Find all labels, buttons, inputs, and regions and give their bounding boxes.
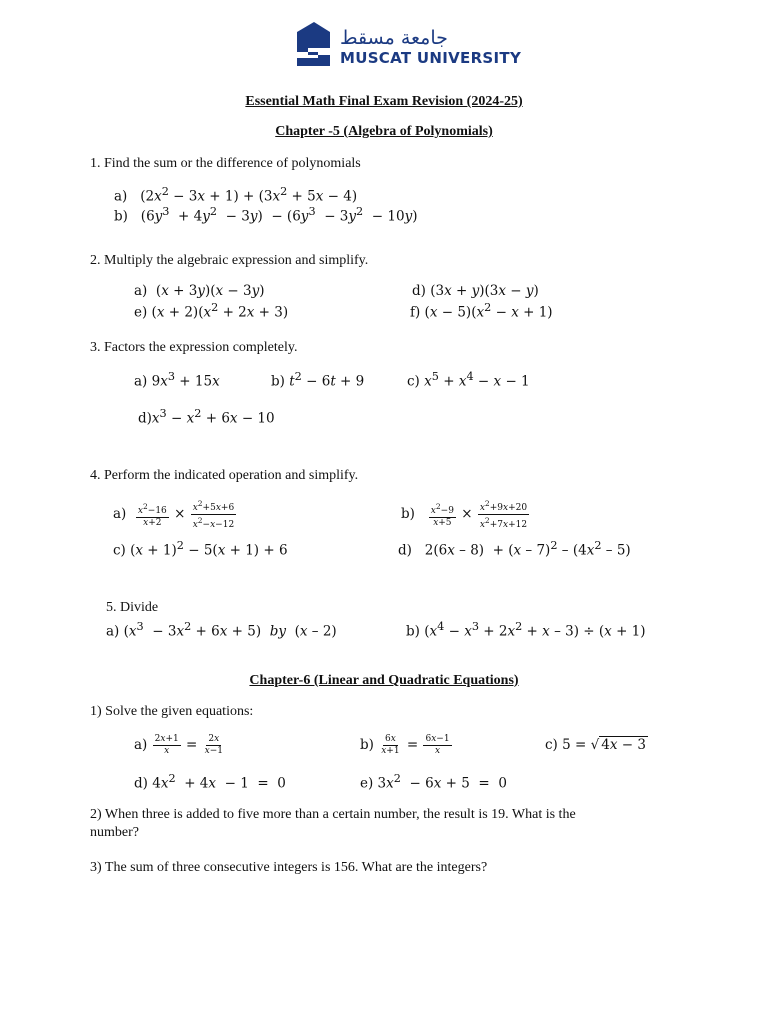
q3-b: b) $t^2 - 6t + 9$ — [271, 370, 365, 390]
ch6-q1-d: d) $4x^2 + 4x - 1 = 0$ — [134, 772, 286, 792]
document-title: Essential Math Final Exam Revision (2024-25) — [245, 94, 523, 109]
q3-a: a) $9x^3 + 15x$ — [134, 370, 220, 390]
q2-prompt: 2. Multiply the algebraic expression and simplify. — [90, 253, 369, 268]
q4-prompt: 4. Perform the indicated operation and simplify. — [90, 468, 359, 483]
q2-d: d) (3x + y)(3x − y) — [412, 283, 539, 299]
q2-a: a) (x + 3y)(x − 3y) — [134, 283, 265, 299]
q3-d: $d)x^3 - x^2 + 6x - 10$ — [138, 407, 275, 427]
q1-b: b) $(6y^3 + 4y^2 - 3y) - (6y^3 - 3y^2 - 10y)$ — [114, 205, 418, 225]
chapter5-heading: Chapter -5 (Algebra of Polynomials) — [275, 124, 493, 139]
logo-arabic-text: جامعة مسقط — [340, 27, 448, 49]
q5-b: b) $(x^4 - x^3 + 2x^2 + x - 3) \div (x + 1)$ — [406, 620, 646, 640]
ch6-q2-line1: 2) When three is added to five more than a certain number, the result is 19. What is the — [90, 807, 576, 822]
q1-prompt: 1. Find the sum or the difference of polynomials — [90, 156, 361, 171]
chapter6-heading: Chapter-6 (Linear and Quadratic Equations) — [249, 673, 519, 688]
q1-a: a) $(2x^2 - 3x + 1) + (3x^2 + 5x - 4)$ — [114, 185, 358, 205]
q2-f: f) $(x - 5)(x^2 - x + 1)$ — [410, 301, 553, 321]
q3-c: c) $x^5 + x^4 - x - 1$ — [407, 370, 530, 390]
q3-prompt: 3. Factors the expression completely. — [90, 340, 298, 355]
q4-b: b) $\frac{x^2-9}{x+5}$ × $\frac{x^2+9x+20}{x^2+7x+12}$ — [401, 499, 528, 530]
q5-a: a) $(x^3 - 3x^2 + 6x + 5)$ by (x – 2) — [106, 620, 337, 640]
ch6-q1-prompt: 1) Solve the given equations: — [90, 704, 254, 719]
ch6-q3: 3) The sum of three consecutive integers is 156. What are the integers? — [90, 860, 488, 875]
ch6-q1-a: a) $\frac{2x+1}{x}$ = $\frac{2x}{x-1}$ — [134, 734, 223, 756]
logo-english-text: MUSCAT UNIVERSITY — [340, 49, 522, 67]
ch6-q1-b: b) $\frac{6x}{x+1}$ = $\frac{6x-1}{x}$ — [360, 734, 450, 756]
q4-a: a) $\frac{x^2-16}{x+2}$ × $\frac{x^2+5x+6}{x^2-x-12}$ — [113, 499, 235, 530]
university-logo-icon — [296, 22, 334, 66]
q2-e: e) $(x + 2)(x^2 + 2x + 3)$ — [134, 301, 289, 321]
q5-prompt: 5. Divide — [106, 600, 159, 615]
ch6-q1-e: e) $3x^2 - 6x + 5 = 0$ — [360, 772, 507, 792]
q4-c: c) $(x + 1)^2 - 5(x + 1) + 6$ — [113, 539, 288, 559]
ch6-q1-c: c) 5 = √ 4x − 3 — [545, 737, 646, 753]
ch6-q2-line2: number? — [90, 825, 139, 840]
q4-d: d) $2(6x - 8) + (x - 7)^2 - (4x^2 - 5)$ — [398, 539, 631, 559]
